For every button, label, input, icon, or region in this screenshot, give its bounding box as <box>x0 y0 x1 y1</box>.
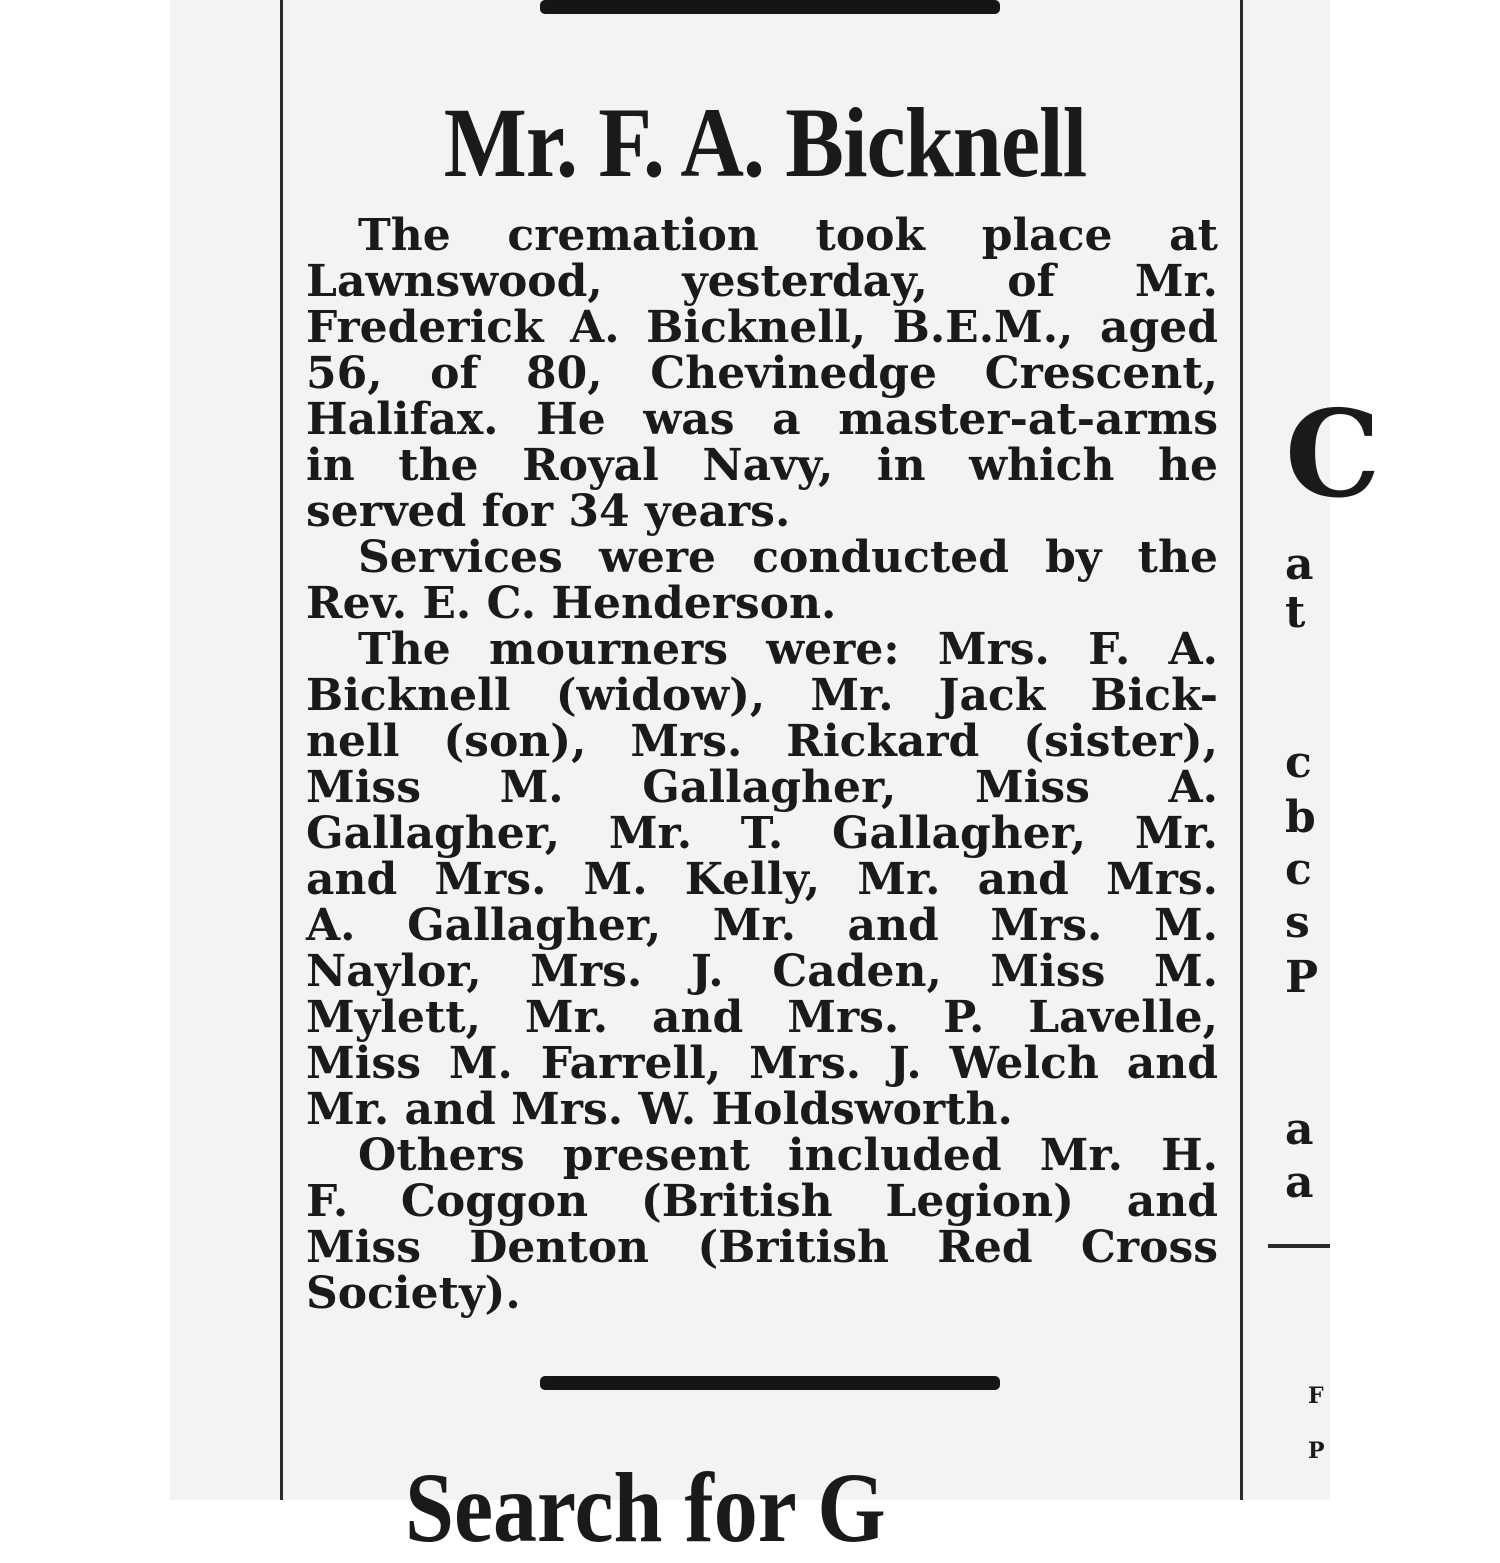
adjacent-fragment: a <box>1285 1104 1314 1155</box>
article-line: Rev. E. C. Henderson. <box>306 578 837 629</box>
adjacent-fragment: a <box>1285 1157 1314 1208</box>
adjacent-fragment: c <box>1285 737 1312 788</box>
article-line: Naylor, Mrs. J. Caden, Miss M. <box>306 946 1218 997</box>
next-article-headline: Search for G <box>405 1452 886 1563</box>
edge-fragment: P <box>1308 1438 1325 1464</box>
article-line: The mourners were: Mrs. F. A. <box>358 624 1218 675</box>
column-rule-right <box>1240 0 1243 1500</box>
article-line: Lawnswood, yesterday, of Mr. <box>306 256 1218 307</box>
article-line: Halifax. He was a master-at-arms <box>306 394 1218 445</box>
article-line: Others present included Mr. H. <box>358 1130 1218 1181</box>
article-line: Miss M. Gallagher, Miss A. <box>306 762 1218 813</box>
column-rule-left <box>280 0 283 1500</box>
article-line: 56, of 80, Chevinedge Crescent, <box>306 348 1218 399</box>
article-body <box>306 210 1218 1319</box>
article-line: A. Gallagher, Mr. and Mrs. M. <box>306 900 1218 951</box>
adjacent-fragment: a <box>1285 539 1314 590</box>
article-line: in the Royal Navy, in which he <box>306 440 1218 491</box>
article-line: Frederick A. Bicknell, B.E.M., aged <box>306 302 1218 353</box>
bottom-divider <box>540 1376 1000 1390</box>
article-line: Mylett, Mr. and Mrs. P. Lavelle, <box>306 992 1218 1043</box>
adjacent-fragment: s <box>1285 897 1310 948</box>
adjacent-fragment: b <box>1285 792 1316 843</box>
adjacent-fragment: P <box>1285 952 1319 1003</box>
article-line: Gallagher, Mr. T. Gallagher, Mr. <box>306 808 1218 859</box>
article-line: The cremation took place at <box>358 210 1218 261</box>
adjacent-drop-letter: C <box>1285 384 1381 525</box>
article-line: Bicknell (widow), Mr. Jack Bick- <box>306 670 1218 721</box>
adjacent-fragment: t <box>1285 587 1306 638</box>
article-line: Miss Denton (British Red Cross <box>306 1222 1218 1273</box>
article-line: Society). <box>306 1268 521 1319</box>
article-line: F. Coggon (British Legion) and <box>306 1176 1218 1227</box>
edge-fragment: F <box>1308 1383 1324 1409</box>
article-line: and Mrs. M. Kelly, Mr. and Mrs. <box>306 854 1218 905</box>
article-line: Miss M. Farrell, Mrs. J. Welch and <box>306 1038 1218 1089</box>
adjacent-column-dash <box>1268 1244 1330 1248</box>
adjacent-fragment: c <box>1285 844 1312 895</box>
article-line: Mr. and Mrs. W. Holdsworth. <box>306 1084 1013 1135</box>
article-line: nell (son), Mrs. Rickard (sister), <box>306 716 1218 767</box>
article-line: Services were conducted by the <box>358 532 1218 583</box>
article-headline: Mr. F. A. Bicknell <box>443 87 1087 198</box>
article-line: served for 34 years. <box>306 486 791 537</box>
top-divider <box>540 0 1000 14</box>
